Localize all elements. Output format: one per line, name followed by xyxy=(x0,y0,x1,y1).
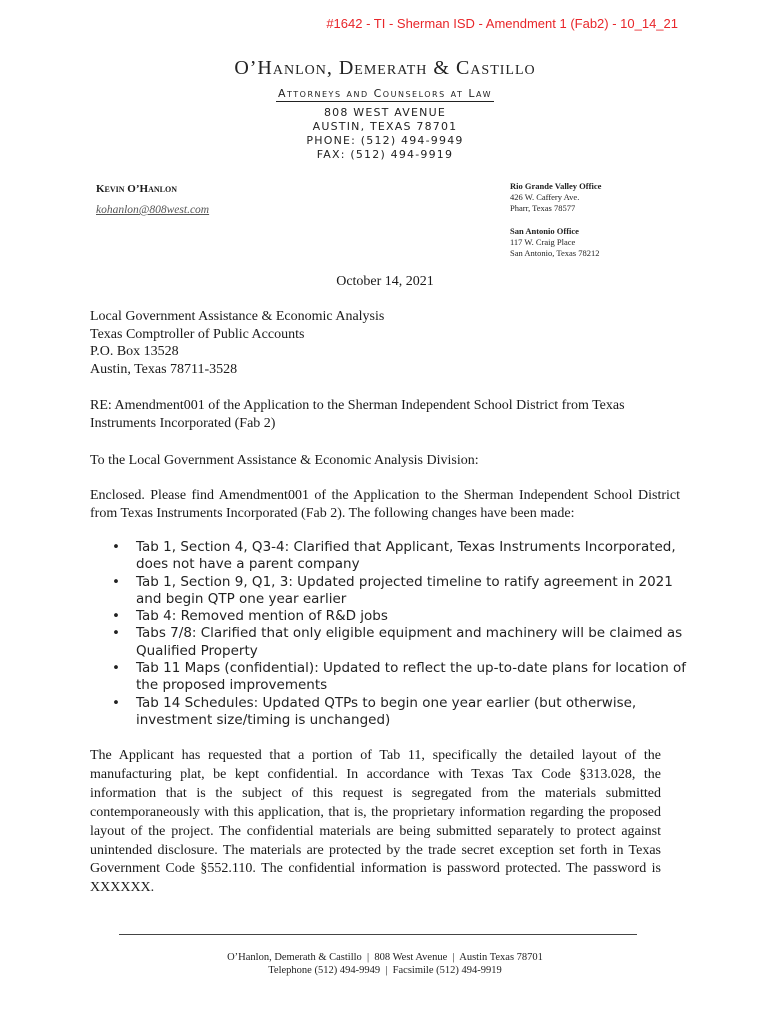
office-line: San Antonio, Texas 78212 xyxy=(510,248,600,258)
changes-list xyxy=(90,539,690,729)
recipient-line: Austin, Texas 78711-3528 xyxy=(90,361,238,377)
recipient-line: P.O. Box 13528 xyxy=(90,344,179,359)
office-line: 117 W. Craig Place xyxy=(510,237,576,247)
document-stamp: #1642 - TI - Sherman ISD - Amendment 1 (Fab2) - 10_14_21 xyxy=(326,16,678,31)
office-san-antonio xyxy=(510,226,599,259)
firm-address xyxy=(0,106,770,162)
office-rio-grande xyxy=(510,181,601,214)
sender-email-link[interactable]: kohanlon@808west.com xyxy=(96,204,210,216)
recipient-line: Local Government Assistance & Economic Analysis xyxy=(90,309,385,324)
re-line: RE: Amendment001 of the Application to the Sherman Independent School District from Texas Instruments Incorporated (Fab 2) xyxy=(90,398,625,431)
fax-line: FAX: (512) 494-9919 xyxy=(316,148,454,161)
list-item: • Tabs 7/8: Clarified that only eligible equipment and machinery will be claimed as Qualified Property xyxy=(90,625,690,660)
office-line: 426 W. Caffery Ave. xyxy=(510,192,580,202)
firm-subtitle xyxy=(0,87,770,100)
list-item: • Tab 11 Maps (confidential): Updated to reflect the up-to-date plans for location of the proposed improvements xyxy=(90,660,690,695)
office-name: San Antonio Office xyxy=(510,226,579,236)
office-name: Rio Grande Valley Office xyxy=(510,181,602,191)
firm-subtitle-text: Attorneys and Counselors at Law xyxy=(278,87,492,100)
list-item: • Tab 14 Schedules: Updated QTPs to begin one year earlier (but otherwise, investment size/timing is unchanged) xyxy=(90,695,690,730)
address-line: AUSTIN, TEXAS 78701 xyxy=(312,120,458,133)
enclosure-paragraph: Enclosed. Please find Amendment001 of the Application to the Sherman Independent School District from Texas Instruments Incorporated (Fab 2). The following changes have been made: xyxy=(90,488,680,521)
list-item: • Tab 4: Removed mention of R&D jobs xyxy=(90,608,690,625)
letter-date: October 14, 2021 xyxy=(336,274,434,289)
phone-line: PHONE: (512) 494-9949 xyxy=(306,134,464,147)
office-line: Pharr, Texas 78577 xyxy=(510,203,576,213)
salutation: To the Local Government Assistance & Economic Analysis Division: xyxy=(90,453,479,468)
footer-divider xyxy=(119,934,637,935)
footer xyxy=(0,951,770,977)
address-line: 808 WEST AVENUE xyxy=(323,106,447,119)
recipient-address xyxy=(90,308,384,378)
firm-name: O’Hanlon, Demerath & Castillo xyxy=(234,57,536,79)
list-item: • Tab 1, Section 9, Q1, 3: Updated projected timeline to ratify agreement in 2021 and begin QTP one year earlier xyxy=(90,574,690,609)
footer-line: O’Hanlon, Demerath & Castillo | 808 West Avenue | Austin Texas 78701 xyxy=(227,952,543,963)
list-item: • Tab 1, Section 4, Q3-4: Clarified that Applicant, Texas Instruments Incorporated, does not have a parent company xyxy=(90,539,690,574)
sender-name: Kevin O’Hanlon xyxy=(96,183,177,195)
confidential-paragraph: The Applicant has requested that a portion of Tab 11, specifically the detailed layout of the manufacturing plat, be kept confidential. In accordance with Texas Tax Code §313.028, the information that is the subject of this request is segregated from the materials submitted contemporaneously with this application, that is, the proprietary information regarding the proposed layout of the project. The confidential materials are being submitted separately to protect against unintended disclosure. The materials are protected by the trade secret exception set forth in Texas Government Code §552.110. The confidential information is password protected. The password is XXXXXX. xyxy=(90,748,661,896)
footer-line: Telephone (512) 494-9949 | Facsimile (512) 494-9919 xyxy=(268,965,502,976)
recipient-line: Texas Comptroller of Public Accounts xyxy=(90,326,305,342)
